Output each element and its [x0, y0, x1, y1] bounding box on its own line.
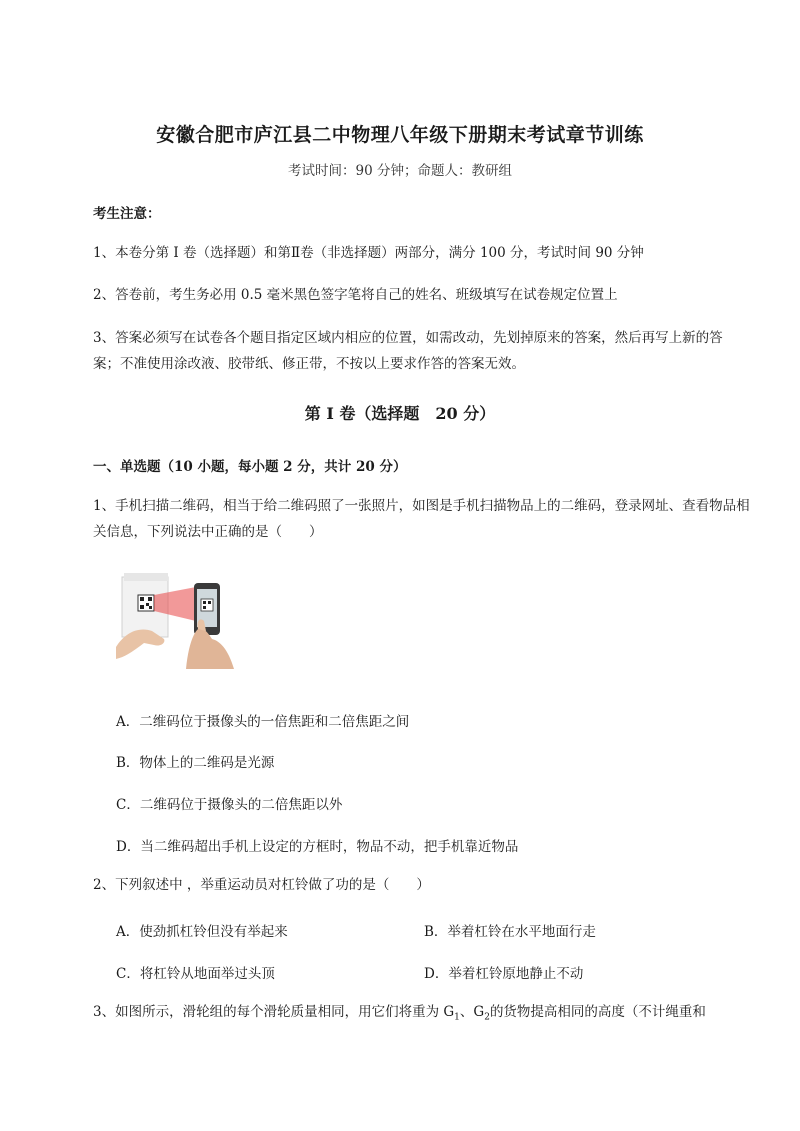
- question-2-option-d: D．举着杠铃原地静止不动: [424, 966, 584, 982]
- subscript-2: 2: [484, 1012, 490, 1023]
- notice-heading: 考生注意：: [93, 206, 161, 222]
- notice-item: 3、答案必须写在试卷各个题目指定区域内相应的位置，如需改动，先划掉原来的答案，然后再写上新的答案；不准使用涂改液、胶带纸、修正带，不按以上要求作答的答案无效。: [93, 330, 723, 372]
- question-3-stem-text: 、G: [459, 1004, 485, 1020]
- section-title: 第 I 卷（选择题 20 分）: [304, 404, 496, 423]
- notice-item: 1、本卷分第 I 卷（选择题）和第Ⅱ卷（非选择题）两部分，满分 100 分，考试时间 90 分钟: [93, 245, 644, 261]
- question-2-option-b: B．举着杠铃在水平地面行走: [424, 924, 596, 940]
- exam-title: 安徽合肥市庐江县二中物理八年级下册期末考试章节训练: [156, 124, 644, 146]
- question-1-option-a: A．二维码位于摄像头的一倍焦距和二倍焦距之间: [116, 714, 410, 730]
- notice-item: 2、答卷前，考生务必用 0.5 毫米黑色签字笔将自己的姓名、班级填写在试卷规定位置上: [93, 287, 618, 303]
- phone-scanning-qr-image: [116, 569, 236, 669]
- qr-scan-figure: [116, 569, 236, 669]
- question-1-option-c: C．二维码位于摄像头的二倍焦距以外: [116, 797, 343, 813]
- subscript-1: 1: [454, 1012, 460, 1023]
- question-2-option-c: C．将杠铃从地面举过头顶: [116, 966, 275, 982]
- question-3-stem-text: 3、如图所示，滑轮组的每个滑轮质量相同，用它们将重为 G: [93, 1004, 455, 1020]
- part-heading: 一、单选题（10 小题，每小题 2 分，共计 20 分）: [93, 459, 407, 475]
- question-1-option-b: B．物体上的二维码是光源: [116, 755, 275, 771]
- question-3-stem-text: 的货物提高相同的高度（不计绳重和: [489, 1004, 706, 1020]
- exam-subtitle: 考试时间：90 分钟；命题人：教研组: [288, 163, 512, 179]
- question-1-option-d: D．当二维码超出手机上设定的方框时，物品不动，把手机靠近物品: [116, 839, 519, 855]
- question-3-stem: [93, 999, 753, 1031]
- question-1-stem: 1、手机扫描二维码，相当于给二维码照了一张照片，如图是手机扫描物品上的二维码，登录网址、查看物品相关信息，下列说法中正确的是（ ）: [93, 498, 750, 540]
- question-2-stem: 2、下列叙述中 ，举重运动员对杠铃做了功的是（ ）: [93, 877, 430, 893]
- question-2-option-a: A．使劲抓杠铃但没有举起来: [116, 924, 288, 940]
